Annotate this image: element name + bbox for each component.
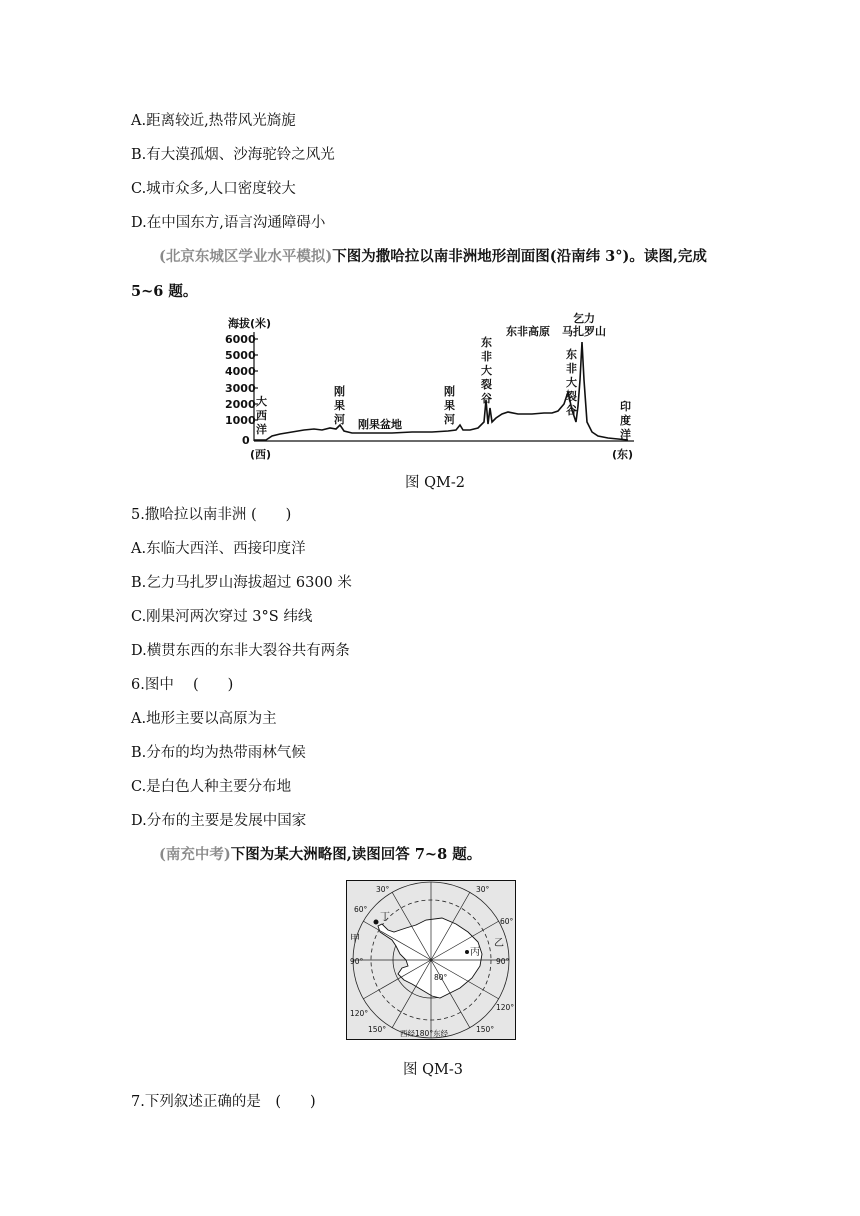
ytick-1000: 1000 <box>225 414 256 427</box>
label-congo-river-2b: 果 <box>444 399 455 412</box>
label-atlantic-3: 洋 <box>256 423 267 436</box>
lon-r150: 150° <box>476 1025 495 1034</box>
q5-stem: 5.撒哈拉以南非洲 ( ) <box>131 507 292 523</box>
lon-l150: 150° <box>368 1025 387 1034</box>
label-indian-1: 印 <box>620 400 631 413</box>
ytick-2000: 2000 <box>225 398 256 411</box>
q4-option-d: D.在中国东方,语言沟通障碍小 <box>131 215 326 231</box>
point-bing <box>465 950 469 954</box>
q5-option-a: A.东临大西洋、西接印度洋 <box>131 541 306 557</box>
profile-ylabel: 海拔(米) <box>228 317 272 330</box>
lon-r60: 60° <box>500 917 514 926</box>
intro-7-8-source: (南充中考) <box>159 846 231 863</box>
label-congo-river-1c: 河 <box>334 413 345 426</box>
lon-l60: 60° <box>354 905 368 914</box>
label-rift-2a: 东 <box>566 348 577 361</box>
label-atlantic-2: 西 <box>256 409 267 422</box>
africa-profile-figure <box>222 312 642 464</box>
lat-80: 80° <box>434 973 448 982</box>
label-congo-river-1a: 刚 <box>334 385 345 398</box>
label-congo-river-1b: 果 <box>334 399 345 412</box>
q4-option-c: C.城市众多,人口密度较大 <box>131 181 296 197</box>
label-rift-1b: 非 <box>481 350 492 363</box>
ytick-6000: 6000 <box>225 333 256 346</box>
label-rift-2d: 裂 <box>566 390 577 403</box>
intro-7-8 <box>159 845 481 865</box>
q4-option-b: B.有大漠孤烟、沙海驼铃之风光 <box>131 147 335 163</box>
ytick-5000: 5000 <box>225 349 256 362</box>
label-rift-2c: 大 <box>566 376 577 389</box>
lon-l120: 120° <box>350 1009 369 1018</box>
lon-bottom-180: 西经180°东经 <box>400 1029 449 1038</box>
intro-5-6-source: (北京东城区学业水平模拟) <box>159 248 333 265</box>
q6-option-b: B.分布的均为热带雨林气候 <box>131 745 306 761</box>
label-atlantic-1: 大 <box>256 395 267 408</box>
intro-5-6-text: 下图为撒哈拉以南非洲地形剖面图(沿南纬 3°)。读图,完成 <box>332 248 707 265</box>
ytick-3000: 3000 <box>225 382 256 395</box>
q5-option-c: C.刚果河两次穿过 3°S 纬线 <box>131 609 313 625</box>
label-rift-2b: 非 <box>566 362 577 375</box>
label-indian-2: 度 <box>620 414 631 427</box>
label-rift-1d: 裂 <box>481 378 492 391</box>
profile-west: (西) <box>250 448 272 461</box>
lon-tr30: 30° <box>476 885 490 894</box>
label-rift-2e: 谷 <box>566 404 577 417</box>
label-plateau: 东非高原 <box>506 325 550 338</box>
label-rift-1c: 大 <box>481 364 492 377</box>
q6-option-a: A.地形主要以高原为主 <box>131 711 277 727</box>
q7-stem: 7.下列叙述正确的是 ( ) <box>131 1094 316 1110</box>
q6-stem: 6.图中 ( ) <box>131 677 234 693</box>
lon-r90: 90° <box>496 957 510 966</box>
label-congo-river-2a: 刚 <box>444 385 455 398</box>
label-jia: 甲 <box>350 934 360 945</box>
q4-option-a: A.距离较近,热带风光旖旎 <box>131 113 296 129</box>
point-ding <box>374 920 379 925</box>
figure-caption-qm3: 图 QM-3 <box>403 1062 463 1078</box>
label-rift-1a: 东 <box>481 336 492 349</box>
intro-5-6 <box>159 247 707 267</box>
intro-7-8-text: 下图为某大洲略图,读图回答 7~8 题。 <box>230 846 482 863</box>
intro-5-6-cont: 5~6 题。 <box>131 283 198 300</box>
lon-r120: 120° <box>496 1003 515 1012</box>
label-ding: 丁 <box>380 912 390 923</box>
label-bing: 丙 <box>470 947 480 958</box>
label-indian-3: 洋 <box>620 428 631 441</box>
lon-tl30: 30° <box>376 885 390 894</box>
profile-east: (东) <box>612 448 634 461</box>
ytick-4000: 4000 <box>225 365 256 378</box>
label-yi: 乙 <box>494 938 504 949</box>
label-kilimanjaro-1: 乞力 <box>573 312 595 325</box>
antarctica-map-figure <box>346 880 516 1040</box>
q6-option-c: C.是白色人种主要分布地 <box>131 779 292 795</box>
label-congo-basin: 刚果盆地 <box>358 418 402 431</box>
label-congo-river-2c: 河 <box>444 413 455 426</box>
q5-option-b: B.乞力马扎罗山海拔超过 6300 米 <box>131 575 352 591</box>
label-kilimanjaro-2: 马扎罗山 <box>562 325 606 338</box>
q6-option-d: D.分布的主要是发展中国家 <box>131 813 307 829</box>
ytick-0: 0 <box>242 434 250 447</box>
figure-caption-qm2: 图 QM-2 <box>405 475 465 491</box>
q5-option-d: D.横贯东西的东非大裂谷共有两条 <box>131 643 350 659</box>
label-rift-1e: 谷 <box>481 392 492 405</box>
lon-l90: 90° <box>350 957 364 966</box>
